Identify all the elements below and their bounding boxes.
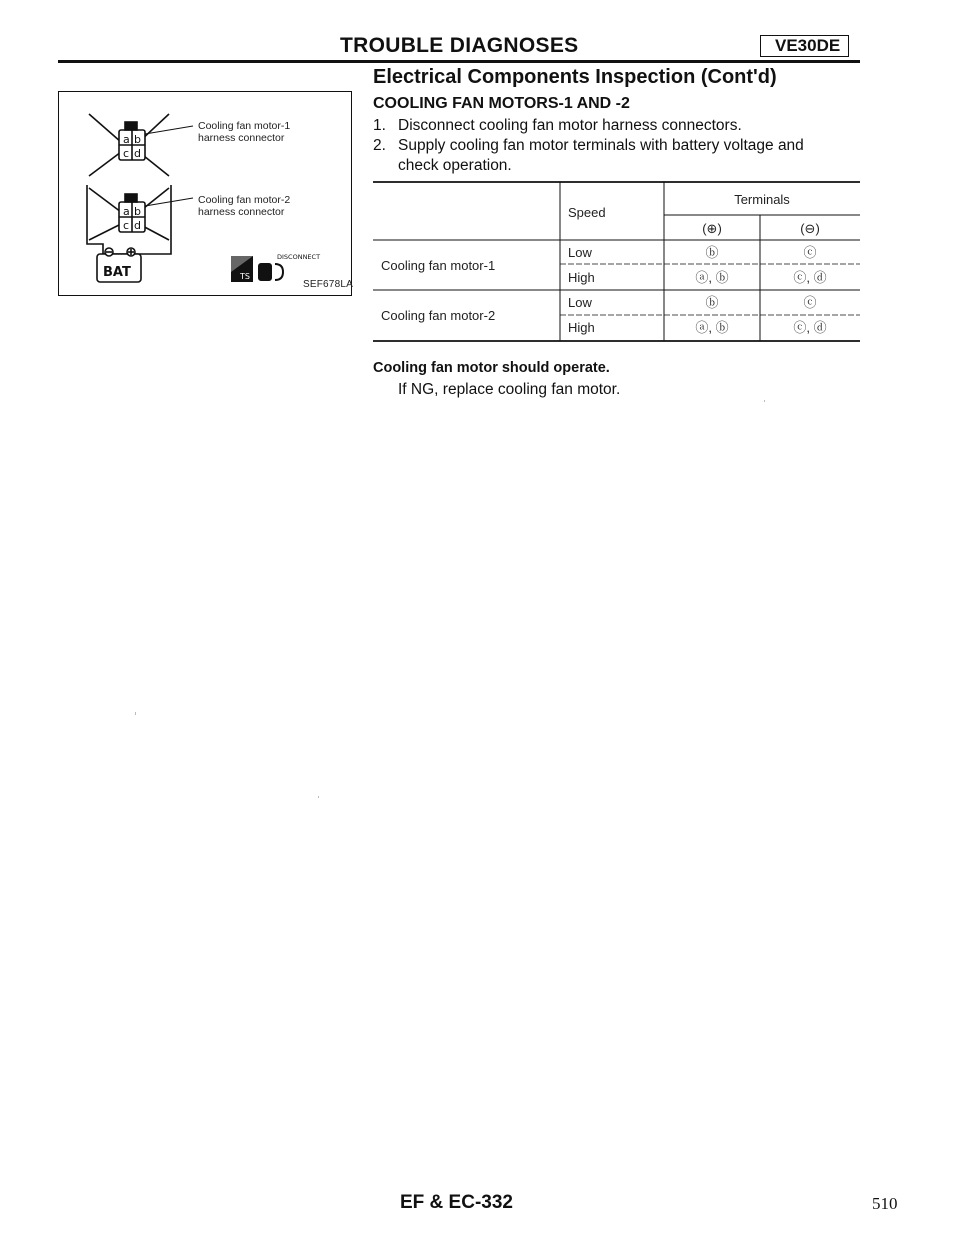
- header-rule: [58, 60, 860, 63]
- table-cell-speed: High: [568, 320, 595, 335]
- pin-label: c: [123, 219, 130, 232]
- pin-label: a: [123, 133, 130, 146]
- scan-speck: [135, 712, 136, 715]
- section-subtitle: COOLING FAN MOTORS-1 AND -2: [373, 95, 630, 112]
- table-header-minus: (⊖): [800, 221, 820, 236]
- motor-2-connector-label: Cooling fan motor-2 harness connector: [198, 194, 291, 218]
- scan-speck: [318, 796, 319, 798]
- pin-label: b: [134, 133, 141, 146]
- engine-model-badge: VE30DE: [760, 35, 849, 57]
- pin-label: d: [134, 219, 141, 232]
- figure-code: SEF678LA: [303, 279, 353, 290]
- table-header-plus: (⊕): [702, 221, 722, 236]
- table-cell-plus: ⓑ: [705, 295, 719, 310]
- table-cell-minus: ⓒ, ⓓ: [793, 320, 827, 335]
- table-header-terminals: Terminals: [734, 192, 790, 207]
- motor-1-connector-label: Cooling fan motor-1 harness connector: [198, 120, 291, 144]
- section-title: Electrical Components Inspection (Cont'd): [373, 66, 777, 88]
- pin-label: c: [123, 147, 130, 160]
- step-number: 1.: [373, 117, 386, 134]
- disconnect-icon: [259, 264, 283, 280]
- ng-instruction: If NG, replace cooling fan motor.: [398, 381, 621, 398]
- procedure-steps: [373, 116, 868, 176]
- table-cell-minus: ⓒ: [803, 245, 817, 260]
- table-cell-speed: Low: [568, 295, 592, 310]
- pin-label: d: [134, 147, 141, 160]
- page-header-title: TROUBLE DIAGNOSES: [340, 34, 579, 57]
- table-cell-plus: ⓑ: [705, 245, 719, 260]
- step-2: [373, 136, 868, 176]
- page-number: 510: [872, 1194, 898, 1213]
- disconnect-label: DISCONNECT: [277, 253, 321, 261]
- step-text: Supply cooling fan motor terminals with battery voltage and check operation.: [398, 137, 804, 174]
- motor-1-connector-illustration: [89, 114, 193, 176]
- table-cell-minus: ⓒ: [803, 295, 817, 310]
- operation-check-note: Cooling fan motor should operate.: [373, 360, 610, 376]
- table-cell-motor: Cooling fan motor-1: [381, 258, 496, 273]
- table-cell-motor: Cooling fan motor-2: [381, 308, 496, 323]
- pin-label: b: [134, 205, 141, 218]
- step-text: Disconnect cooling fan motor harness connectors.: [398, 117, 742, 134]
- connector-diagram-figure: [58, 91, 352, 296]
- ts-label: TS: [240, 272, 250, 281]
- table-cell-speed: High: [568, 270, 595, 285]
- step-number: 2.: [373, 137, 386, 154]
- table-cell-plus: ⓐ, ⓑ: [695, 270, 729, 285]
- table-header-speed: Speed: [568, 205, 606, 220]
- terminal-table: [373, 180, 860, 345]
- footer-section-code: EF & EC-332: [400, 1192, 513, 1213]
- table-cell-plus: ⓐ, ⓑ: [695, 320, 729, 335]
- pin-label: a: [123, 205, 130, 218]
- table-cell-speed: Low: [568, 245, 592, 260]
- table-cell-minus: ⓒ, ⓓ: [793, 270, 827, 285]
- step-1: [373, 116, 868, 136]
- scan-speck: [764, 400, 765, 402]
- battery-label: BAT: [103, 265, 131, 280]
